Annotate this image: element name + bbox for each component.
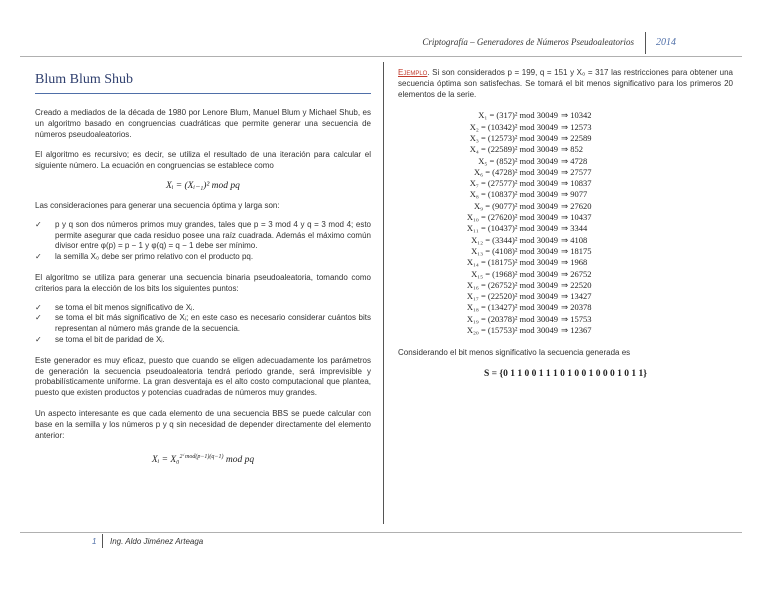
sequence-row [398, 110, 733, 121]
considerations-list [35, 220, 371, 263]
sequence-expression: X₁₂ = (3344)² mod 30049 [471, 234, 558, 245]
sequence-row [398, 144, 733, 155]
sequence-list [398, 110, 733, 336]
sequence-row [398, 314, 733, 325]
sequence-expression: X₁₇ = (22520)² mod 30049 [466, 291, 558, 302]
sequence-row [398, 212, 733, 223]
recurrence-equation: Xᵢ = (Xᵢ₋₁)² mod pq [166, 180, 240, 191]
sequence-row [398, 235, 733, 246]
sequence-expression: X₆ = (4728)² mod 30049 [474, 166, 558, 177]
left-column [35, 64, 371, 465]
author: Ing. Aldo Jiménez Arteaga [110, 537, 204, 546]
sequence-result: ⇒ 27577 [561, 166, 592, 177]
list-item: ✓ se toma el bit menos significativo de Xᵢ. [35, 302, 195, 312]
section-title: Blum Blum Shub [35, 72, 134, 87]
checkmark-icon: ✓ [35, 302, 42, 312]
sequence-expression: X₁₆ = (26752)² mod 30049 [466, 279, 558, 290]
header-rule [20, 56, 742, 57]
sequence-result: ⇒ 10342 [561, 110, 592, 121]
aspect-paragraph: Un aspecto interesante es que cada elemento de una secuencia BBS se puede calcular con base en la semilla y los números p y q sin necesidad de depender directamente del elemento anterior: [35, 408, 371, 440]
sequence-row [398, 325, 733, 336]
sequence-result: ⇒ 22520 [561, 279, 592, 290]
sequence-expression: X₁₀ = (27620)² mod 30049 [466, 212, 558, 223]
list-item: ✓ se toma el bit de paridad de Xᵢ. [35, 334, 165, 344]
page-footer [80, 535, 680, 551]
sequence-result: ⇒ 10837 [561, 178, 592, 189]
efficiency-paragraph: Este generador es muy eficaz, puesto que cuando se eligen adecuadamente los parámetros de generación la secuencia pseudoaleatoria tendrá periodo grande, será imprevisible y probabilísticamente uniforme. La gran desventaja es el alto costo computacional que plantea, puesto que existen productos y potencias cuadradas de números muy grandes. [35, 355, 371, 398]
sequence-row [398, 223, 733, 234]
sequence-expression: X₁₈ = (13427)² mod 30049 [466, 302, 558, 313]
list-item: ✓ la semilla X₀ debe ser primo relativo con el producto pq. [35, 252, 254, 262]
checkmark-icon: ✓ [35, 334, 42, 344]
sequence-result: ⇒ 4728 [561, 155, 588, 166]
sequence-result: ⇒ 20378 [561, 302, 592, 313]
sequence-row [398, 280, 733, 291]
sequence-expression: X₈ = (10837)² mod 30049 [469, 189, 558, 200]
sequence-result: ⇒ 15753 [561, 313, 592, 324]
footer-rule [20, 532, 742, 533]
sequence-row [398, 178, 733, 189]
column-separator [383, 62, 384, 524]
sequence-expression: X₂ = (10342)² mod 30049 [469, 121, 558, 132]
sequence-result: ⇒ 4108 [561, 234, 588, 245]
sequence-result: ⇒ 9077 [561, 189, 588, 200]
sequence-result: ⇒ 3344 [561, 223, 588, 234]
direct-equation: Xᵢ = X₀$^{2^i mod(p-1)(q-1)}$ mod pq [151, 454, 255, 466]
sequence-row [398, 122, 733, 133]
sequence-result: ⇒ 12573 [561, 121, 592, 132]
checkmark-icon: ✓ [35, 313, 42, 323]
sequence-expression: X₉ = (9077)² mod 30049 [474, 200, 558, 211]
list-item: ✓ se toma el bit más significativo de Xᵢ; en este caso es necesario considerar cuántos bits representan al número más grande de la secuencia. [35, 313, 371, 334]
page-header [422, 34, 730, 56]
sequence-row [398, 133, 733, 144]
sequence-row [398, 156, 733, 167]
sequence-row [398, 189, 733, 200]
header-title: Criptografía – Generadores de Números Pseudoaleatorios [422, 37, 634, 47]
sequence-expression: X₁₃ = (4108)² mod 30049 [471, 245, 558, 256]
sequence-expression: X₇ = (27577)² mod 30049 [469, 178, 558, 189]
sequence-result: ⇒ 18175 [561, 245, 592, 256]
binary-paragraph: El algoritmo se utiliza para generar una secuencia binaria pseudoaleatoria, tomando como criterios para la elección de los bits los siguientes puntos: [35, 272, 371, 293]
footer-separator [102, 534, 103, 548]
sequence-expression: X₄ = (22589)² mod 30049 [469, 144, 558, 155]
sequence-expression: X₁₁ = (10437)² mod 30049 [466, 223, 558, 234]
checkmark-icon: ✓ [35, 219, 42, 229]
sequence-row [398, 257, 733, 268]
sequence-expression: X₅ = (852)² mod 30049 [478, 155, 558, 166]
sequence-result: ⇒ 27620 [561, 200, 592, 211]
sequence-expression: X₁₅ = (1968)² mod 30049 [471, 268, 558, 279]
sequence-result: ⇒ 12367 [561, 325, 592, 336]
checkmark-icon: ✓ [35, 252, 42, 262]
page-number: 1 [92, 537, 97, 546]
sequence-result: ⇒ 22589 [561, 132, 592, 143]
sequence-expression: X₂₀ = (15753)² mod 30049 [466, 325, 558, 336]
sequence-expression: X₁ = (317)² mod 30049 [478, 110, 558, 121]
list-item: ✓ p y q son dos números primos muy grandes, tales que p = 3 mod 4 y q = 3 mod 4; esto permite asegurar que cada residuo posee una raíz cuadrada. Además el máximo común divisor entre φ(p) = p − 1 y φ(q) = q − 1 debe ser mínimo. [35, 219, 371, 251]
title-underline [35, 93, 371, 94]
bit-criteria-list [35, 303, 371, 346]
sequence-row [398, 269, 733, 280]
example-label: Ejemplo [398, 68, 428, 77]
sequence-row [398, 291, 733, 302]
result-sequence: S = {0 1 1 0 0 1 1 1 0 1 0 0 1 0 0 0 1 0 1 1} [483, 369, 648, 380]
header-separator [645, 32, 646, 54]
sequence-expression: X₃ = (12573)² mod 30049 [469, 132, 558, 143]
sequence-row [398, 167, 733, 178]
header-year: 2014 [656, 37, 676, 48]
sequence-row [398, 302, 733, 313]
sequence-result: ⇒ 1968 [561, 257, 588, 268]
intro-paragraph: Creado a mediados de la década de 1980 por Lenore Blum, Manuel Blum y Michael Shub, es un algoritmo basado en congruencias cuadráticas que permite generar una secuencia de números pseudoaleatorios. [35, 108, 371, 139]
sequence-row [398, 246, 733, 257]
sequence-result: ⇒ 852 [561, 144, 583, 155]
sequence-row [398, 201, 733, 212]
sequence-expression: X₁₄ = (18175)² mod 30049 [466, 257, 558, 268]
sequence-result: ⇒ 10437 [561, 212, 592, 223]
considering-paragraph: Considerando el bit menos significativo la secuencia generada es [398, 348, 631, 358]
right-column [398, 68, 733, 379]
sequence-expression: X₁₉ = (20378)² mod 30049 [466, 313, 558, 324]
example-paragraph: Ejemplo. Si son considerados p = 199, q = 151 y X₀ = 317 las restricciones para obtener una secuencia óptima son satisfechas. Se tomará el bit menos significativo para los primeros 20 elementos de la serie. [398, 68, 733, 99]
sequence-result: ⇒ 13427 [561, 291, 592, 302]
sequence-result: ⇒ 26752 [561, 268, 592, 279]
recursive-paragraph: El algoritmo es recursivo; es decir, se utiliza el resultado de una iteración para calcular el siguiente número. La ecuación en congruencias se establece como [35, 150, 371, 171]
considerations-intro: Las consideraciones para generar una secuencia óptima y larga son: [35, 200, 280, 210]
